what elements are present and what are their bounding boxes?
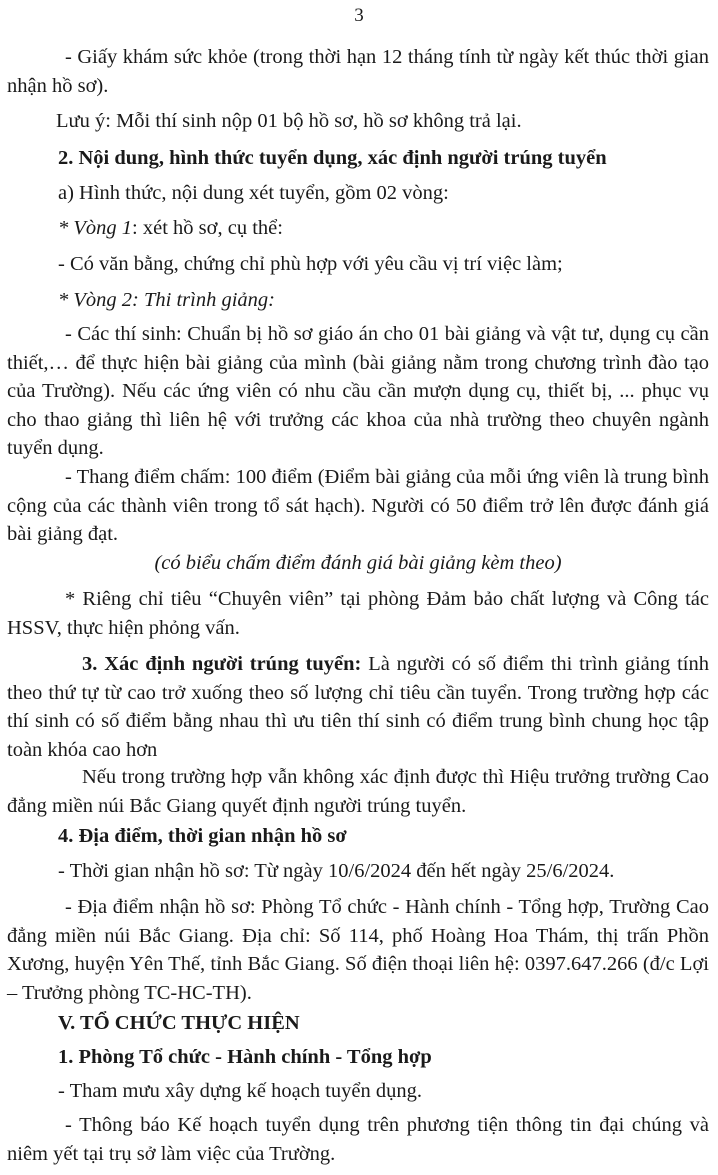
round-1-text: : xét hồ sơ, cụ thể: [132, 217, 283, 239]
paragraph-scoring-attachment: (có biểu chấm điểm đánh giá bài giảng kèm theo) [154, 552, 562, 574]
heading-department: 1. Phòng Tổ chức - Hành chính - Tổng hợp [58, 1046, 432, 1068]
heading-section-4: 4. Địa điểm, thời gian nhận hồ sơ [58, 825, 347, 847]
paragraph-degree-requirement: - Có văn bằng, chứng chỉ phù hợp với yêu cầu vị trí việc làm; [58, 253, 563, 275]
paragraph-scoring-scale: - Thang điểm chấm: 100 điểm (Điểm bài giảng của mỗi ứng viên là trung bình cộng của các thành viên trong tổ sát hạch). Người có 50 điểm trở lên được đánh giá bài giảng đạt. [7, 466, 709, 545]
section-3-text: Là người có số điểm thi trình giảng tính theo thứ tự từ cao trở xuống theo số lượng chỉ tiêu cần tuyển. Trong trường hợp các thí sinh có số điểm bằng nhau thì ưu tiên thí sinh có điểm trung bình chung học tập toàn khóa cao hơn [7, 653, 709, 761]
paragraph-form-content: a) Hình thức, nội dung xét tuyển, gồm 02 vòng: [58, 182, 449, 204]
paragraph-advise-plan: - Tham mưu xây dựng kế hoạch tuyển dụng. [58, 1080, 423, 1102]
paragraph-health-certificate: - Giấy khám sức khỏe (trong thời hạn 12 tháng tính từ ngày kết thúc thời gian nhận hồ sơ). [7, 46, 709, 97]
paragraph-note: Lưu ý: Mỗi thí sinh nộp 01 bộ hồ sơ, hồ sơ không trả lại. [56, 110, 522, 132]
paragraph-round-2: * Vòng 2: Thi trình giảng: [58, 289, 275, 311]
paragraph-determine-winner [7, 650, 709, 764]
heading-section-2: 2. Nội dung, hình thức tuyển dụng, xác định người trúng tuyển [58, 147, 607, 169]
paragraph-principal-decision: Nếu trong trường hợp vẫn không xác định được thì Hiệu trưởng trường Cao đẳng miền núi Bắc Giang quyết định người trúng tuyển. [7, 766, 709, 817]
paragraph-round-1 [58, 214, 709, 243]
page-number: 3 [354, 5, 364, 26]
round-1-label: * Vòng 1 [58, 217, 133, 239]
paragraph-announce-plan: - Thông báo Kế hoạch tuyển dụng trên phương tiện thông tin đại chúng và niêm yết tại trụ sở làm việc của Trường. [7, 1114, 709, 1165]
section-3-heading: 3. Xác định người trúng tuyển: [82, 653, 362, 675]
paragraph-specialist-quota: * Riêng chỉ tiêu “Chuyên viên” tại phòng Đảm bảo chất lượng và Công tác HSSV, thực hiện phỏng vấn. [7, 588, 709, 639]
paragraph-candidate-preparation: - Các thí sinh: Chuẩn bị hồ sơ giáo án cho 01 bài giảng và vật tư, dụng cụ cần thiết,… để thực hiện bài giảng của mình (bài giảng nằm trong chương trình đào tạo của Trường). Nếu các ứng viên có nhu cầu cần mượn dụng cụ, thiết bị, ... phục vụ cho thao giảng thì liên hệ với trưởng các khoa của nhà trường theo chuyên ngành tuyển dụng. [7, 323, 709, 459]
heading-section-V: V. TỔ CHỨC THỰC HIỆN [58, 1012, 300, 1034]
paragraph-receive-location: - Địa điểm nhận hồ sơ: Phòng Tổ chức - Hành chính - Tổng hợp, Trường Cao đẳng miền núi Bắc Giang. Địa chỉ: Số 114, phố Hoàng Hoa Thám, thị trấn Phồn Xương, huyện Yên Thế, tỉnh Bắc Giang. Số điện thoại liên hệ: 0397.647.266 (đ/c Lợi – Trưởng phòng TC-HC-TH). [7, 896, 709, 1004]
paragraph-receive-time: - Thời gian nhận hồ sơ: Từ ngày 10/6/2024 đến hết ngày 25/6/2024. [58, 860, 615, 882]
